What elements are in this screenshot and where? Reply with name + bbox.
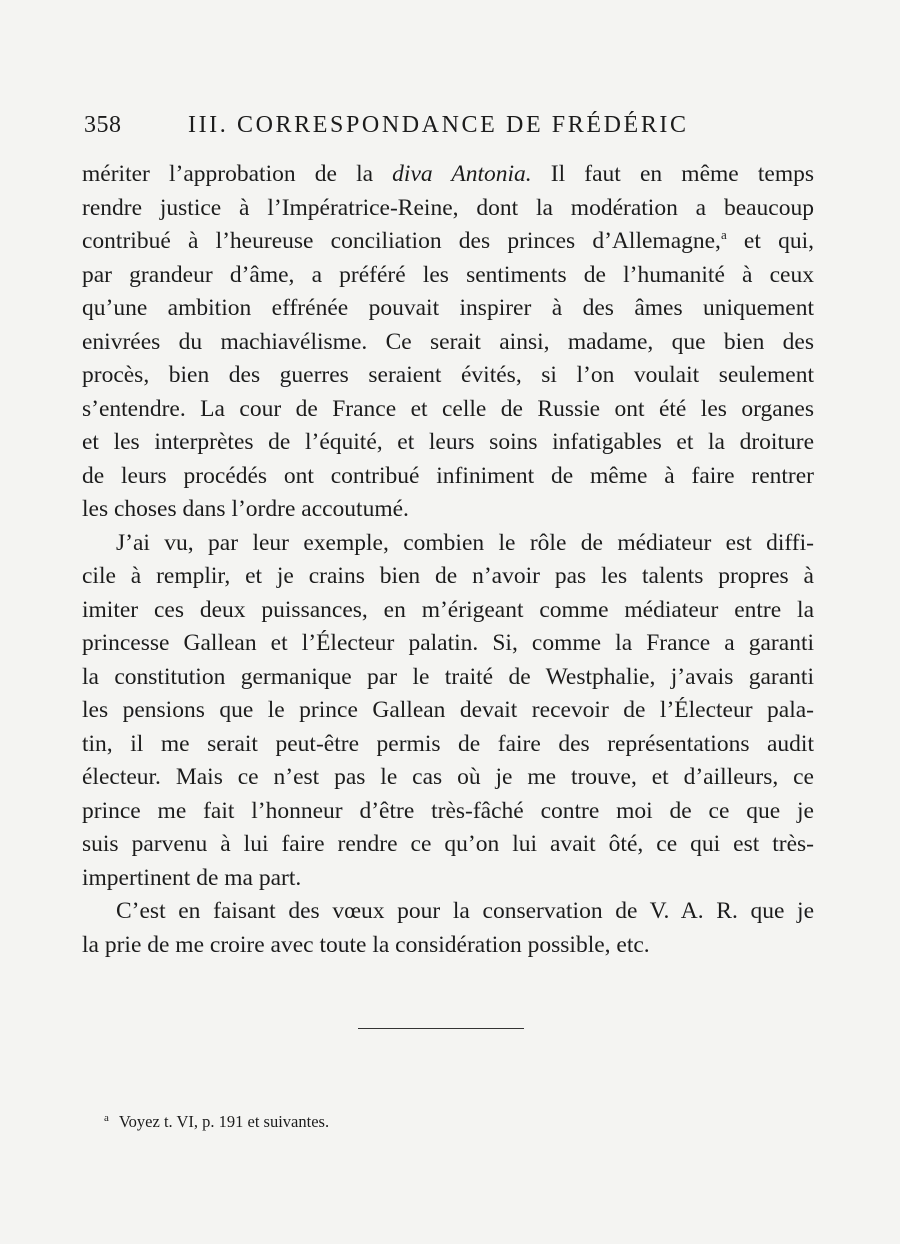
text-line: prince me fait l’honneur d’être très-fâché contre moi de ce que je: [82, 797, 814, 824]
text-line: par grandeur d’âme, a préféré les sentiments de l’humanité à ceux: [82, 261, 814, 288]
footnote-divider: [358, 1028, 524, 1029]
italic-phrase: diva Antonia.: [392, 161, 532, 187]
text-line: procès, bien des guerres seraient évités, si l’on voulait seulement: [82, 362, 814, 388]
running-head: III. CORRESPONDANCE DE FRÉDÉRIC: [188, 112, 689, 138]
page-number: 358: [84, 112, 122, 138]
text-line: suis parvenu à lui faire rendre ce qu’on lui avait ôté, ce qui est très-: [82, 831, 814, 857]
text-line: les choses dans l’ordre accoutumé.: [82, 496, 409, 522]
page-header: [84, 112, 724, 146]
text-line: et les interprètes de l’équité, et leurs soins infatigables et la droiture: [82, 429, 814, 455]
text-line: contribué à l’heureuse conciliation des princes d’Allemagne,$^a$ et qui,: [82, 227, 814, 254]
text-line: de leurs procédés ont contribué infiniment de même à faire rentrer: [82, 462, 814, 489]
text-line: mériter l’approbation de la diva Antonia. Il faut en même temps: [82, 161, 814, 187]
footnote-text: Voyez t. VI, p. 191 et suivantes.: [118, 1112, 330, 1131]
text-line: électeur. Mais ce n’est pas le cas où je me trouve, et d’ailleurs, ce: [82, 764, 814, 790]
text-line: les pensions que le prince Gallean devait recevoir de l’Électeur pala-: [82, 697, 814, 723]
text-line: enivrées du machiavélisme. Ce serait ainsi, madame, que bien des: [82, 328, 814, 355]
footnote-reference: a: [720, 227, 727, 242]
text-line: s’entendre. La cour de France et celle de Russie ont été les organes: [82, 395, 814, 422]
text-line: la prie de me croire avec toute la considération possible, etc.: [82, 931, 650, 958]
text-line: J’ai vu, par leur exemple, combien le rôle de médiateur est diffi-: [116, 529, 814, 556]
text-line: qu’une ambition effrénée pouvait inspirer à des âmes uniquement: [82, 295, 814, 321]
footnote: [104, 1112, 329, 1132]
text-line: rendre justice à l’Impératrice-Reine, dont la modération a beaucoup: [82, 194, 814, 221]
text-line: impertinent de ma part.: [82, 864, 302, 891]
text-line: la constitution germanique par le traité de Westphalie, j’avais garanti: [82, 663, 814, 690]
text-line: imiter ces deux puissances, en m’érigeant comme médiateur entre la: [82, 596, 814, 623]
body-text: [82, 158, 814, 962]
text-line: princesse Gallean et l’Électeur palatin. Si, comme la France a garanti: [82, 630, 814, 656]
text-line: C’est en faisant des vœux pour la conservation de V. A. R. que je: [116, 898, 814, 924]
footnote-mark: a: [104, 1112, 109, 1124]
text-line: tin, il me serait peut-être permis de faire des représentations audit: [82, 730, 814, 757]
text-line: cile à remplir, et je crains bien de n’avoir pas les talents propres à: [82, 563, 814, 589]
